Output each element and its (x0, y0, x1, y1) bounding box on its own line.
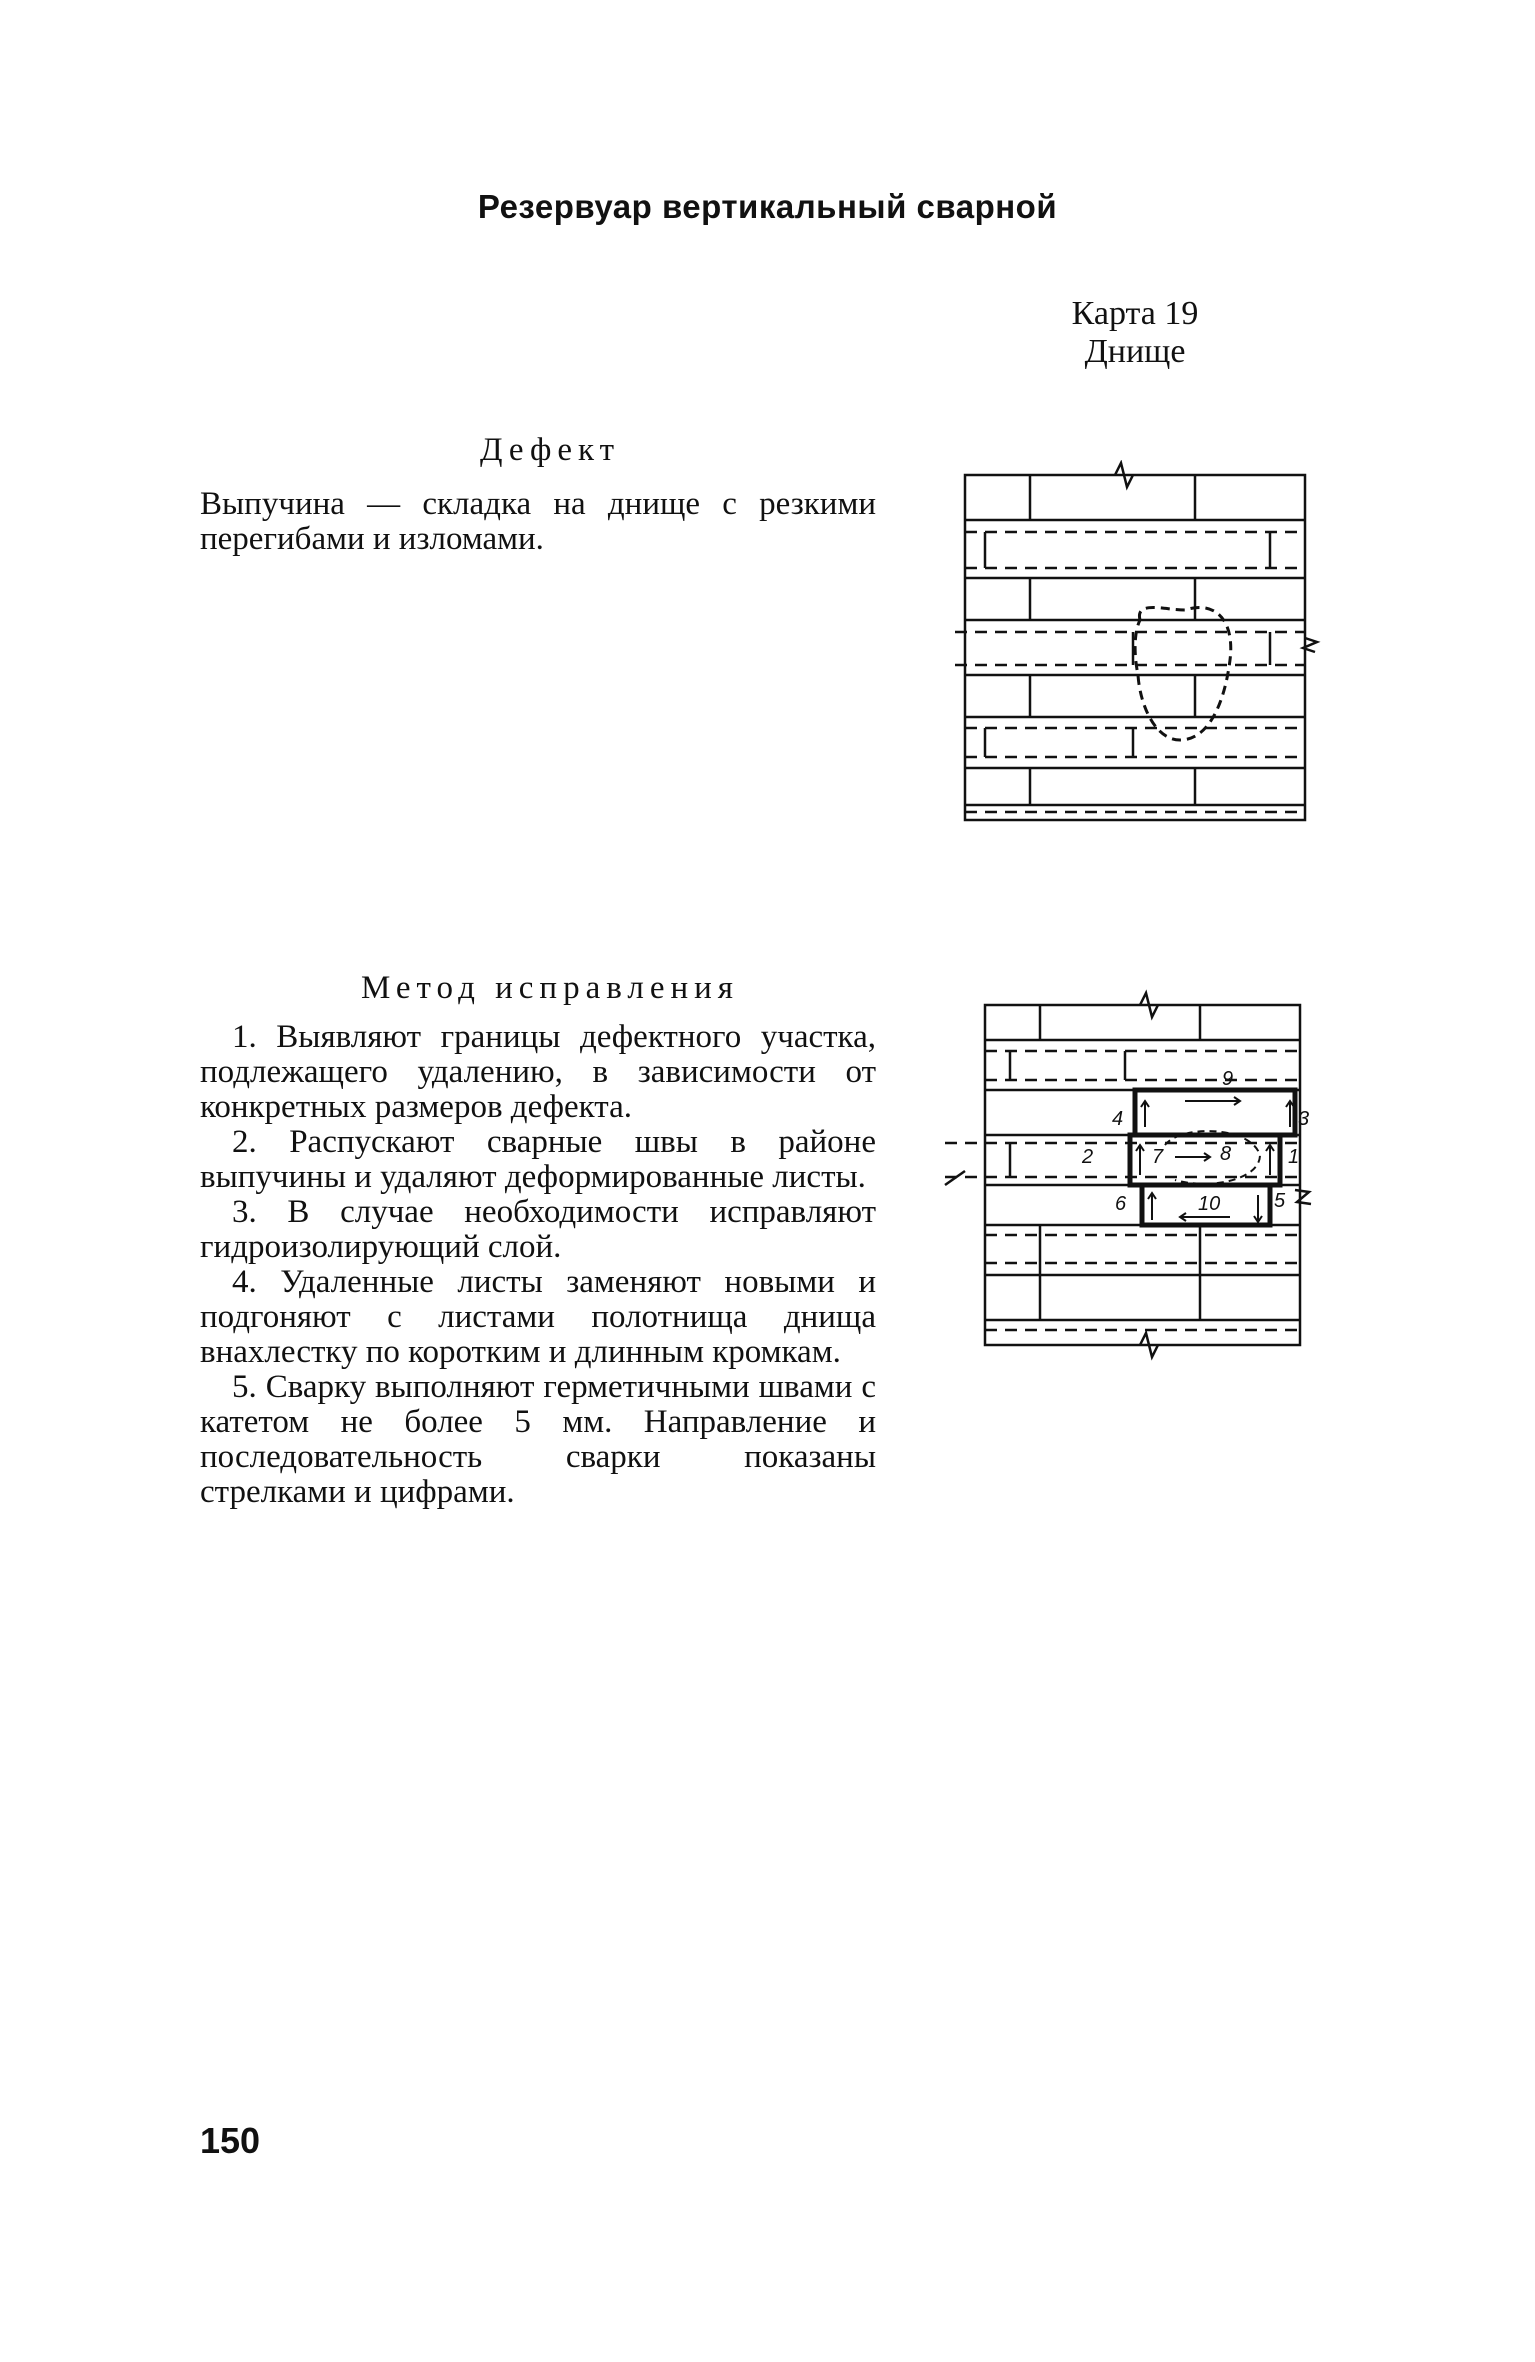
defect-description: Выпучина — складка на днище с резкими перегибами и изломами. (200, 486, 876, 557)
method-step: 3. В случае необходимости исправляют гидроизолирующий слой. (200, 1194, 876, 1265)
weld-label-3: 3 (1298, 1108, 1310, 1130)
defect-diagram (955, 460, 1325, 840)
weld-label-5: 5 (1274, 1190, 1286, 1212)
card-section: Днище (1084, 333, 1186, 370)
card-label (1010, 295, 1260, 371)
method-step: 5. Сварку выполняют герметичными швами с катетом не более 5 мм. Направление и последовательность сварки показаны стрелками и цифрами. (200, 1369, 876, 1510)
weld-label-1: 1 (1288, 1146, 1300, 1168)
card-number: Карта 19 (1071, 295, 1199, 332)
weld-label-2: 2 (1082, 1146, 1094, 1168)
method-step: 2. Распускают сварные швы в районе выпучины и удаляют деформированные листы. (200, 1124, 876, 1195)
weld-label-10: 10 (1198, 1193, 1221, 1215)
weld-label-8: 8 (1220, 1143, 1232, 1165)
weld-label-6: 6 (1115, 1193, 1127, 1215)
repair-diagram (940, 985, 1320, 1380)
method-step: 1. Выявляют границы дефектного участка, подлежащего удалению, в зависимости от конкретных размеров дефекта. (200, 1019, 876, 1125)
page-title: Резервуар вертикальный сварной (477, 188, 1058, 225)
weld-label-9: 9 (1222, 1068, 1234, 1090)
weld-label-7: 7 (1152, 1146, 1164, 1168)
method-step: 4. Удаленные листы заменяют новыми и подгоняют с листами полотнища днища внахлестку по коротким и длинным кромкам. (200, 1264, 876, 1370)
method-steps (200, 1020, 876, 1510)
weld-label-4: 4 (1112, 1108, 1124, 1130)
defect-heading: Дефект (479, 432, 620, 468)
page-number: 150 (200, 2120, 261, 2161)
method-heading: Метод исправления (360, 970, 739, 1006)
